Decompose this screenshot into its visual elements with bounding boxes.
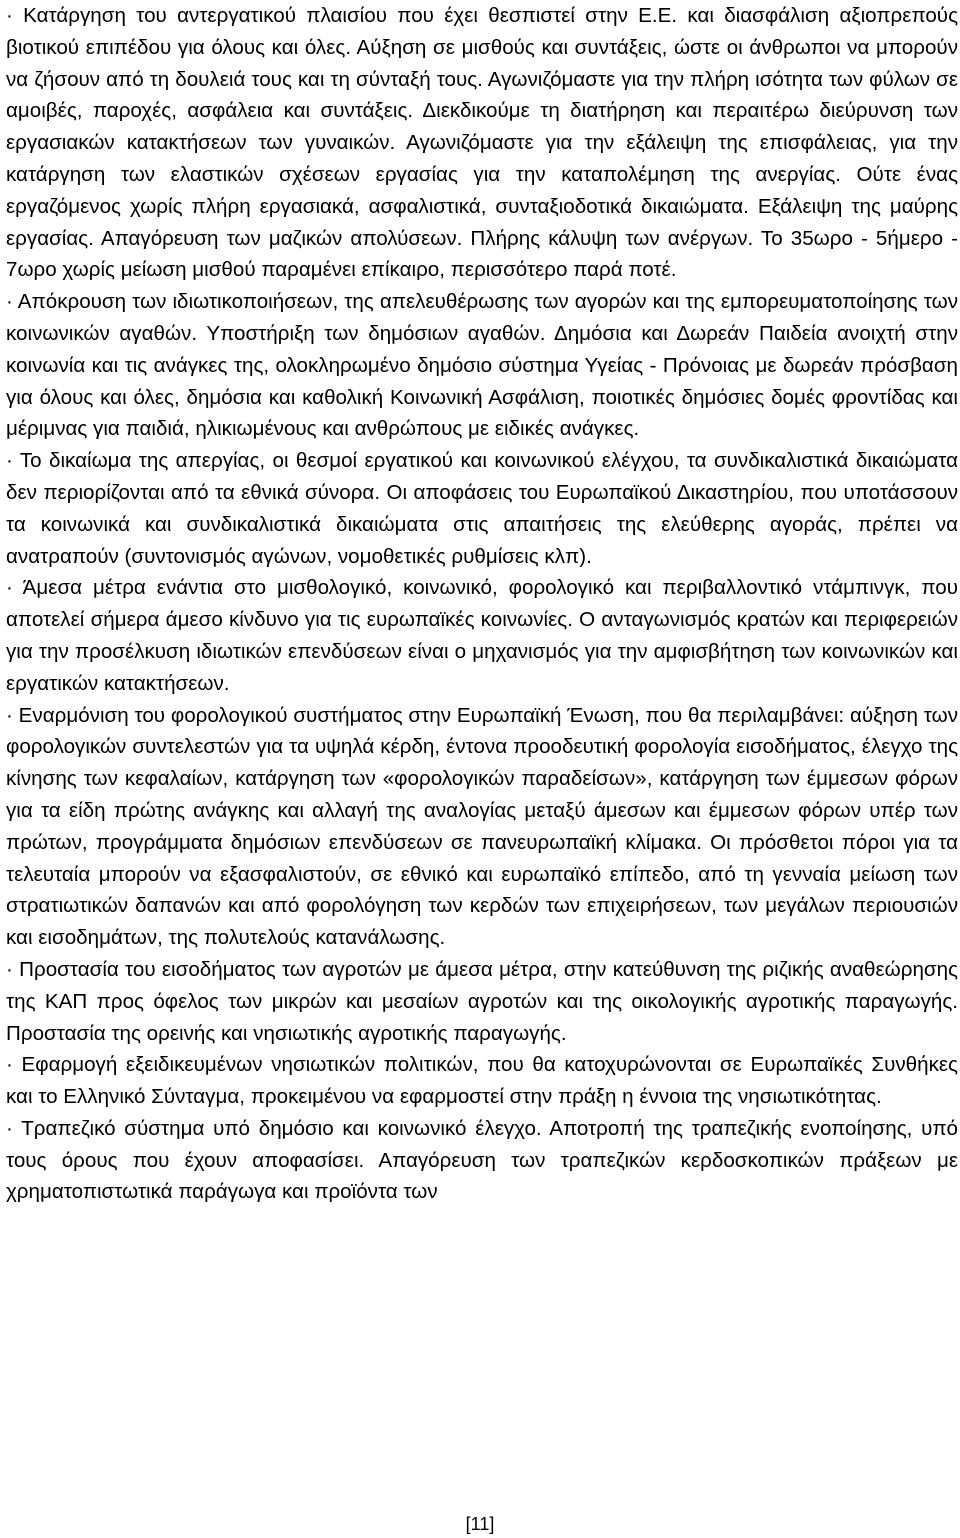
paragraph-banking-system: · Τραπεζικό σύστημα υπό δημόσιο και κοινωνικό έλεγχο. Αποτροπή της τραπεζικής ενοποίησης, υπό τους όρους που έχουν αποφασίσει. Απαγόρευση των τραπεζικών κερδοσκοπικών πράξεων με χρηματοπιστωτικά παράγωγα και προϊόντα των	[6, 1116, 958, 1204]
page-number: [11]	[465, 1514, 495, 1534]
paragraph-public-goods: · Απόκρουση των ιδιωτικοποιήσεων, της απελευθέρωσης των αγορών και της εμπορευματοποίησης των κοινωνικών αγαθών. Υποστήριξη των δημόσιων αγαθών. Δημόσια και Δωρεάν Παιδεία ανοιχτή στην κοινωνία και τις ανάγκες της, ολοκληρωμένο δημόσιο σύστημα Υγείας - Πρόνοιας με δωρεάν πρόσβαση για όλους και όλες, δημόσια και καθολική Κοινωνική Ασφάλιση, ποιοτικές δημόσιες δομές φροντίδας και μέριμνας για παιδιά, ηλικιωμένους και ανθρώπους με ειδικές ανάγκες.	[6, 290, 958, 441]
paragraph-island-policies: · Εφαρμογή εξειδικευμένων νησιωτικών πολιτικών, που θα κατοχυρώνονται σε Ευρωπαϊκές Συνθήκες και το Ελληνικό Σύνταγμα, προκειμένου να εφαρμοστεί στην πράξη η έννοια της νησιωτικότητας.	[6, 1053, 958, 1109]
paragraph-tax-harmonization: · Εναρμόνιση του φορολογικού συστήματος στην Ευρωπαϊκή Ένωση, που θα περιλαμβάνει: αύξηση των φορολογικών συντελεστών για τα υψηλά κέρδη, έντονα προοδευτική φορολογία εισοδήματος, έλεγχο της κίνησης των κεφαλαίων, κατάργηση των «φορολογικών παραδείσων», κατάργηση των έμμεσων φόρων για τα είδη πρώτης ανάγκης και αλλαγή της αναλογίας μεταξύ άμεσων και έμμεσων φόρων υπέρ των πρώτων, προγράμματα δημόσιων επενδύσεων σε πανευρωπαϊκή κλίμακα. Οι πρόσθετοι πόροι για τα τελευταία μπορούν να εξασφαλιστούν, σε εθνικό και ευρωπαϊκό επίπεδο, από τη γενναία μείωση των στρατιωτικών δαπανών και από φορολόγηση των κερδών των επιχειρήσεων, των μεγάλων περιουσιών και εισοδημάτων, της πολυτελούς κατανάλωσης.	[6, 703, 958, 950]
paragraph-strike-rights: · Το δικαίωμα της απεργίας, οι θεσμοί εργατικού και κοινωνικού ελέγχου, τα συνδικαλιστικά δικαιώματα δεν περιορίζονται από τα εθνικά σύνορα. Οι αποφάσεις του Ευρωπαϊκού Δικαστηρίου, που υποτάσσουν τα κοινωνικά και συνδικαλιστικά δικαιώματα στις απαιτήσεις της ελεύθερης αγοράς, πρέπει να ανατραπούν (συντονισμός αγώνων, νομοθετικές ρυθμίσεις κλπ).	[6, 449, 958, 568]
paragraph-labor-rights: · Κατάργηση του αντεργατικού πλαισίου που έχει θεσπιστεί στην Ε.Ε. και διασφάλιση αξιοπρεπούς βιοτικού επιπέδου για όλους και όλες. Αύξηση σε μισθούς και συντάξεις, ώστε οι άνθρωποι να μπορούν να ζήσουν από τη δουλειά τους και τη σύνταξή τους. Αγωνιζόμαστε για την πλήρη ισότητα των φύλων σε αμοιβές, παροχές, ασφάλεια και συντάξεις. Διεκδικούμε τη διατήρηση και περαιτέρω διεύρυνση των εργασιακών κατακτήσεων των γυναικών. Αγωνιζόμαστε για την εξάλειψη της επισφάλειας, για την κατάργηση των ελαστικών σχέσεων εργασίας για την καταπολέμηση της ανεργίας. Ούτε ένας εργαζόμενος χωρίς πλήρη εργασιακά, ασφαλιστικά, συνταξιοδοτικά δικαιώματα. Εξάλειψη της μαύρης εργασίας. Απαγόρευση των μαζικών απολύσεων. Πλήρης κάλυψη των ανέργων. Το 35ωρο - 5ήμερο - 7ωρο χωρίς μείωση μισθού παραμένει επίκαιρο, περισσότερο παρά ποτέ.	[6, 4, 958, 282]
paragraph-dumping-measures: · Άμεσα μέτρα ενάντια στο μισθολογικό, κοινωνικό, φορολογικό και περιβαλλοντικό ντάμπινγκ, που αποτελεί σήμερα άμεσο κίνδυνο για τις ευρωπαϊκές κοινωνίες. Ο ανταγωνισμός κρατών και περιφερειών για την προσέλκυση ιδιωτικών επενδύσεων είναι ο μηχανισμός για την αμφισβήτηση των κοινωνικών και εργατικών κατακτήσεων.	[6, 576, 958, 695]
body-text	[6, 0, 958, 1208]
paragraph-farmer-income: · Προστασία του εισοδήματος των αγροτών με άμεσα μέτρα, στην κατεύθυνση της ριζικής αναθεώρησης της ΚΑΠ προς όφελος των μικρών και μεσαίων αγροτών και της οικολογικής αγροτικής παραγωγής. Προστασία της ορεινής και νησιωτικής αγροτικής παραγωγής.	[6, 957, 958, 1045]
